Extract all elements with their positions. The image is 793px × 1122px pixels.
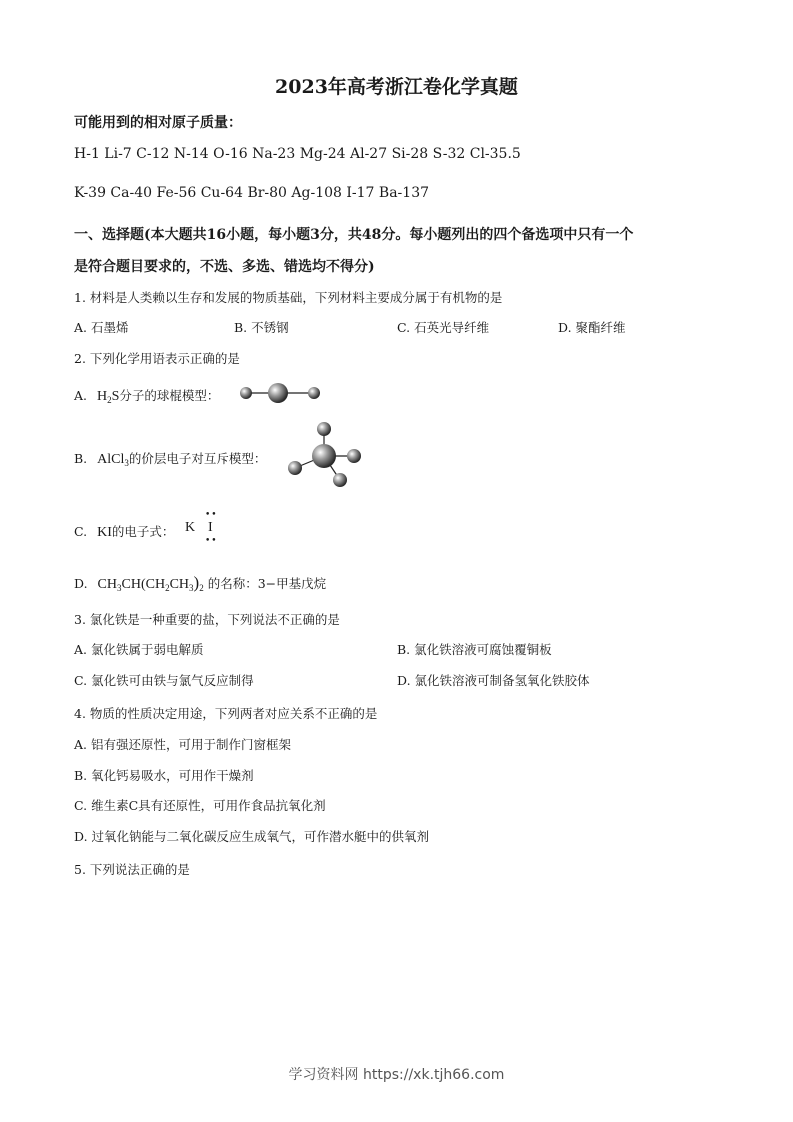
question-2-option-d: [74, 573, 326, 593]
page-title: 2023年高考浙江卷化学真题: [275, 76, 518, 98]
option-d-text: 的名称：3−甲基戊烷: [207, 576, 327, 591]
sulfur-atom-ball: [268, 383, 288, 403]
hydrogen-atom-ball: [308, 387, 320, 399]
electron-dots-bottom: ••: [205, 536, 218, 546]
question-2-option-b: [74, 449, 266, 468]
question-5-stem: 5. 下列说法正确的是: [74, 862, 190, 877]
footer-watermark: 学习资料网 https://xk.tjh66.com: [288, 1067, 505, 1083]
hydrogen-atom-ball: [240, 387, 252, 399]
option-a-label: A.: [74, 388, 88, 403]
central-atom-ball: [312, 444, 336, 468]
question-4-option-d: D. 过氧化钠能与二氧化碳反应生成氧气，可作潜水艇中的供氧剂: [74, 829, 430, 844]
h2s-ball-stick-model: [238, 380, 324, 406]
question-3-stem: 3. 氯化铁是一种重要的盐，下列说法不正确的是: [74, 612, 340, 627]
question-2-option-c: [74, 522, 174, 541]
electron-formula-k: K: [185, 520, 196, 535]
outer-atom-ball: [288, 461, 302, 475]
question-2-stem: 2. 下列化学用语表示正确的是: [74, 351, 240, 366]
question-4-option-a: A. 铝有强还原性，可用于制作门窗框架: [74, 737, 291, 752]
outer-atom-ball: [317, 422, 331, 436]
option-a-text: 分子的球棍模型：: [119, 388, 220, 403]
ki-formula: KI: [97, 525, 112, 540]
option-c-label: C.: [74, 524, 88, 539]
question-1-stem: 1. 材料是人类赖以生存和发展的物质基础，下列材料主要成分属于有机物的是: [74, 290, 503, 305]
question-3-option-a: A. 氯化铁属于弱电解质: [74, 642, 204, 657]
molecule-formula: $CH_3CH(CH_2CH_3)_2$: [97, 573, 204, 593]
outer-atom-ball: [347, 449, 361, 463]
question-4-stem: 4. 物质的性质决定用途，下列两者对应关系不正确的是: [74, 706, 378, 721]
alcl3-vsepr-model: [284, 418, 364, 490]
question-1-option-c: C. 石英光导纤维: [397, 320, 490, 335]
option-b-text: 的价层电子对互斥模型：: [128, 451, 267, 466]
section-heading-line-1: 一、选择题(本大题共16小题，每小题3分，共48分。每小题列出的四个备选项中只有一个: [74, 227, 634, 243]
alcl3-formula: AlCl$_3$: [97, 452, 129, 468]
option-d-label: D.: [74, 576, 88, 591]
option-c-text: 的电子式：: [111, 524, 175, 539]
electron-formula-i: I: [208, 520, 213, 535]
question-4-option-b: B. 氧化钙易吸水，可用作干燥剂: [74, 768, 254, 783]
section-heading-line-2: 是符合题目要求的，不选、多选、错选均不得分): [74, 259, 375, 275]
atomic-mass-line-1: H-1 Li-7 C-12 N-14 O-16 Na-23 Mg-24 Al-27 Si-28 S-32 Cl-35.5: [74, 146, 521, 162]
atomic-mass-heading: 可能用到的相对原子质量：: [74, 115, 242, 131]
electron-dots-top: ••: [205, 510, 218, 520]
question-3-option-b: B. 氯化铁溶液可腐蚀覆铜板: [397, 642, 552, 657]
question-2-option-a: [74, 386, 219, 405]
question-1-option-b: B. 不锈钢: [234, 320, 289, 335]
question-4-option-c: C. 维生素C具有还原性，可用作食品抗氧化剂: [74, 798, 326, 813]
question-1-option-a: A. 石墨烯: [74, 320, 129, 335]
question-3-option-c: C. 氯化铁可由铁与氯气反应制得: [74, 673, 254, 688]
h2s-formula: $H_2S$: [97, 389, 120, 405]
atomic-mass-line-2: K-39 Ca-40 Fe-56 Cu-64 Br-80 Ag-108 I-17 Ba-137: [74, 185, 430, 201]
option-b-label: B.: [74, 451, 88, 466]
question-1-option-d: D. 聚酯纤维: [558, 320, 626, 335]
outer-atom-ball: [333, 473, 347, 487]
question-3-option-d: D. 氯化铁溶液可制备氢氧化铁胶体: [397, 673, 590, 688]
